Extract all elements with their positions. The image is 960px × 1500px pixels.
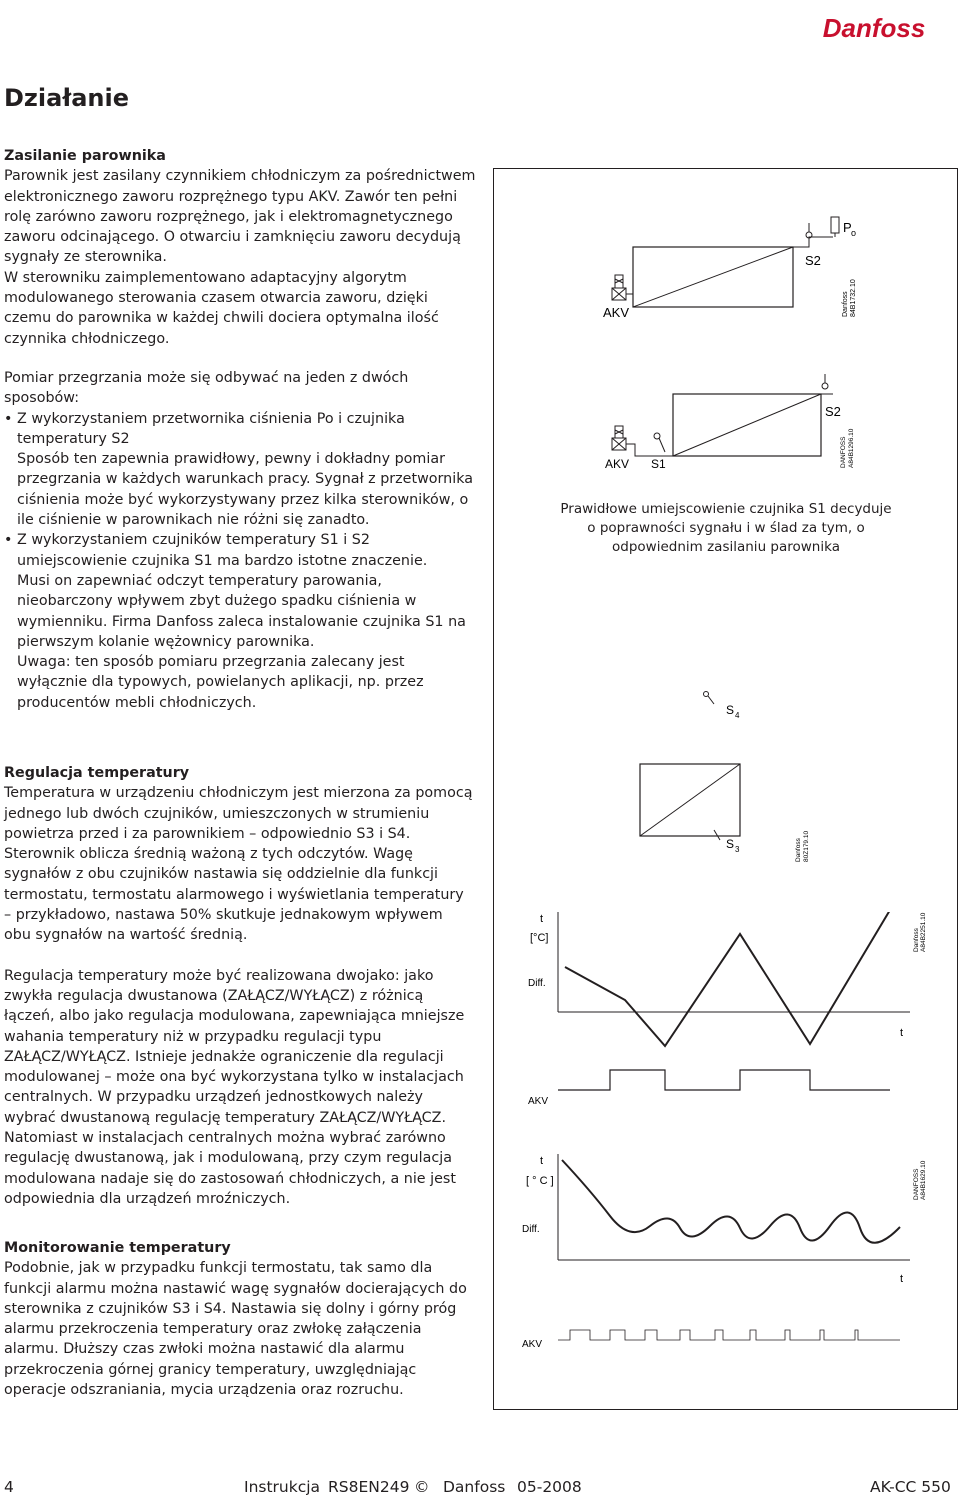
svg-text:80Z179.10: 80Z179.10: [803, 830, 810, 862]
svg-text:S2: S2: [825, 404, 841, 419]
svg-text:t: t: [900, 1027, 904, 1039]
evaporator-diagram-po-s2: [595, 205, 865, 325]
svg-text:4: 4: [735, 711, 740, 720]
paragraph: Pomiar przegrzania może się odbywać na jeden z dwóch sposobów:: [4, 370, 409, 407]
svg-text:AKV: AKV: [522, 1339, 543, 1350]
page-number: 4: [4, 1478, 14, 1496]
bullet-title: • Z wykorzystaniem czujników temperatury S1 i S2 umiejscowienie czujnika S1 ma bardzo istotne znaczenie.: [17, 532, 428, 569]
footer-brand: Danfoss: [443, 1478, 506, 1496]
svg-text:DANFOSS: DANFOSS: [840, 436, 847, 468]
svg-text:o: o: [851, 228, 857, 238]
bullet-text: Musi on zapewniać odczyt temperatury parowania, nieobarczony wpływem zbyt dużego spadku ciśnienia w wymienniku. Firma Danfoss zaleca instalowanie czujnika S1 na pierwszym kolanie wężownicy parownika.: [17, 572, 466, 650]
temp-control-section: [4, 763, 474, 1209]
svg-text:Diff.: Diff.: [522, 1224, 540, 1235]
svg-text:Danfoss: Danfoss: [913, 928, 920, 952]
svg-text:t: t: [540, 913, 544, 925]
figure-caption: Prawidłowe umiejscowienie czujnika S1 decyduje o poprawności sygnału i w ślad za tym, o odpowiednim zasilaniu parownika: [560, 501, 892, 555]
svg-text:S1: S1: [651, 457, 666, 471]
footer-doc: Instrukcja: [244, 1478, 321, 1496]
evaporator-diagram-s1-s2: [595, 372, 865, 472]
evaporator-section: [4, 146, 479, 349]
copyright-icon: ©: [414, 1478, 430, 1496]
danfoss-logo: [798, 6, 948, 50]
svg-text:t: t: [900, 1273, 904, 1285]
svg-text:AKV: AKV: [603, 305, 630, 320]
svg-text:A84B2251.10: A84B2251.10: [920, 912, 927, 952]
svg-text:84B1732.10: 84B1732.10: [850, 279, 857, 317]
svg-text:AKV: AKV: [605, 457, 630, 471]
paragraph: Parownik jest zasilany czynnikiem chłodniczym za pośrednictwem elektronicznego zaworu rozprężnego typu AKV. Zawór ten pełni rolę zarówno zaworu rozprężnego, jak i elektromagnetycznego zaworu odcinającego. O otwarciu i zamknięciu zaworu decydują sygnały ze sterownika.: [4, 168, 476, 266]
svg-text:[ ° C ]: [ ° C ]: [526, 1175, 554, 1187]
paragraph: Temperatura w urządzeniu chłodniczym jest mierzona za pomocą jednego lub dwóch czujników, umieszczonych w strumieniu powietrza przed i za parownikiem – odpowiednio S3 i S4. Sterownik oblicza średnią ważoną z tych odczytów. Wagę sygnałów z obu czujników nastawia się oddzielnie dla funkcji termostatu, termostatu alarmowego i wyświetlania temperatury – przykładowo, nastawa 50% skutkuje jednakowym wpływem obu sygnałów na wartość średnią.: [4, 785, 473, 944]
svg-text:Danfoss: Danfoss: [795, 838, 802, 862]
air-sensors-diagram: [610, 690, 820, 870]
page-title: Działanie: [4, 84, 130, 112]
svg-text:Danfoss: Danfoss: [842, 291, 849, 317]
svg-text:3: 3: [735, 845, 740, 854]
svg-text:A84B1296.10: A84B1296.10: [848, 428, 855, 468]
footer-date: 05-2008: [517, 1478, 582, 1496]
list-item: [4, 409, 479, 531]
svg-text:Diff.: Diff.: [528, 978, 546, 989]
bullet-text: Sposób ten zapewnia prawidłowy, pewny i dokładny pomiar przegrzania w każdych warunkach pracy. Sygnał z przetwornika ciśnienia może być wykorzystywany przez kilka sterowników, o ile ciśnienie w parownikach nie różni się zanadto.: [17, 451, 473, 529]
modulating-regulation-chart: [510, 1150, 930, 1365]
svg-text:Danfoss: Danfoss: [822, 13, 926, 43]
svg-text:t: t: [540, 1155, 544, 1167]
onoff-regulation-chart: [510, 912, 930, 1112]
svg-text:P: P: [843, 220, 852, 235]
section-title: Regulacja temperatury: [4, 765, 190, 781]
svg-text:DANFOSS: DANFOSS: [913, 1168, 920, 1200]
list-item: [4, 530, 479, 713]
paragraph: Podobnie, jak w przypadku funkcji termostatu, tak samo dla funkcji alarmu można nastawić wagę sygnałów docierających do sterownika z czujników S3 i S4. Nastawia się dolny i górny próg alarmu przekroczenia temperatury oraz zwłokę załączenia alarmu. Dłuższy czas zwłoki można nastawić dla alarmu przekroczenia górnej granicy temperatury, uwzględniając operacje odszraniania, mycia urządzenia oraz rozruchu.: [4, 1260, 467, 1399]
svg-text:AKV: AKV: [528, 1096, 549, 1107]
section-title: Monitorowanie temperatury: [4, 1240, 231, 1256]
bullet-title: • Z wykorzystaniem przetwornika ciśnienia Po i czujnika temperatury S2: [17, 410, 405, 447]
superheat-section: [4, 368, 479, 713]
monitoring-section: [4, 1238, 474, 1400]
bullet-note: Uwaga: ten sposób pomiaru przegrzania zalecany jest wyłącznie dla typowych, powielanych aplikacji, np. przez producentów mebli chłodniczych.: [17, 654, 424, 711]
svg-text:[°C]: [°C]: [530, 932, 549, 944]
paragraph: W sterowniku zaimplementowano adaptacyjny algorytm modulowanego sterowania czasem otwarcia zaworu, dzięki czemu do parownika w każdej chwili dociera optymalna ilość czynnika chłodniczego.: [4, 269, 439, 347]
footer-code: RS8EN249: [328, 1478, 410, 1496]
svg-text:A84B1629.10: A84B1629.10: [920, 1160, 927, 1200]
svg-text:S2: S2: [805, 253, 821, 268]
svg-text:S: S: [726, 703, 735, 717]
section-title: Zasilanie parownika: [4, 148, 166, 164]
svg-text:S: S: [726, 837, 735, 851]
footer-model: AK-CC 550: [870, 1478, 951, 1496]
paragraph: Regulacja temperatury może być realizowana dwojako: jako zwykła regulacja dwustanowa (ZAŁĄCZ/WYŁĄCZ) z różnicą łączeń, albo jako regulacja modulowana, zapewniająca mniejsze wahania temperatury niż w przypadku regulacji typu ZAŁĄCZ/WYŁĄCZ. Istnieje jednakże ograniczenie dla regulacji modulowanej – może ona być wykorzystana tylko w instalacjach centralnych. W przypadku urządzeń jednostkowych należy wybrać dwustanową regulację temperatury ZAŁĄCZ/WYŁĄCZ. Natomiast w instalacjach centralnych można wybrać zarówno regulację dwustanową, jak i modulowaną, przy czym regulacja modulowana nadaje się do zastosowań chłodniczych, a nie jest odpowiednia dla urządzeń mroźniczych.: [4, 967, 465, 1207]
